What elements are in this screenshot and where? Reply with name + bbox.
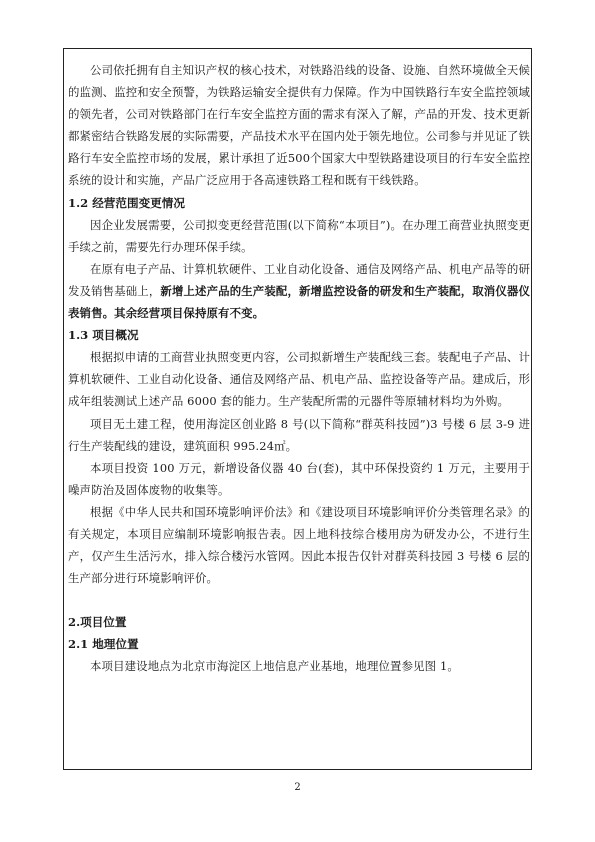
section-2-1-paragraph: 本项目建设地点为北京市海淀区上地信息产业基地，地理位置参见图 1。 xyxy=(90,659,459,674)
section-1-3-heading: 1.3 项目概况 xyxy=(68,328,139,343)
intro-paragraph: 公司依托拥有自主知识产权的核心技术，对铁路沿线的设备、设施、自然环境做全天候的监测、监控和安全预警，为铁路运输安全提供有力保障。作为中国铁路行车安全监控领域的领先者，公司对铁路部门在行车安全监控方面的需求有深入了解，产品的开发、技术更新都紧密结合铁路发展的实际需要，产品技术水平在国内处于领先地位。公司参与并见证了铁路行车安全监控市场的发展，累计承担了近500个国家大中型铁路建设项目的行车安全监控系统的设计和实施，产品广泛应用于各高速铁路工程和既有干线铁路。 xyxy=(68,63,530,188)
section-2-heading: 2.项目位置 xyxy=(68,615,127,630)
scope-change-bold-text: 新增上述产品的生产装配，新增监控设备的研发和生产装配，取消仪器仪表销售。其余经营项目保持原有不变。 xyxy=(68,283,530,321)
document-body xyxy=(68,59,530,678)
section-2-1-heading: 2.1 地理位置 xyxy=(68,637,139,652)
section-1-3-paragraph-3: 本项目投资 100 万元，新增设备仪器 40 台(套)，其中环保投资约 1 万元，主要用于噪声防治及固体废物的收集等。 xyxy=(68,460,530,497)
scope-text: 在原有电子产品、计算机软硬件、工业自动化设备、通信及网络产品、机电产品等的研发及销售基础上， xyxy=(68,261,530,298)
section-1-2-paragraph-2 xyxy=(68,258,530,324)
section-1-2-paragraph-1: 因企业发展需要，公司拟变更经营范围(以下简称“本项目”)。在办理工商营业执照变更手续之前，需要先行办理环保手续。 xyxy=(68,217,530,254)
page-number: 2 xyxy=(294,782,301,793)
section-1-3-paragraph-1: 根据拟申请的工商营业执照变更内容，公司拟新增生产装配线三套。装配电子产品、计算机软硬件、工业自动化设备、通信及网络产品、机电产品、监控设备等产品。建成后，形成年组装测试上述产品 6000 套的能力。生产装配所需的元器件等原辅材料均为外购。 xyxy=(68,350,530,409)
spacer xyxy=(68,589,530,611)
section-1-3-paragraph-2: 项目无土建工程，使用海淀区创业路 8 号(以下简称“群英科技园”)3 号楼 6 层 3-9 进行生产装配线的建设，建筑面积 995.24㎡。 xyxy=(68,416,530,453)
section-1-2-heading: 1.2 经营范围变更情况 xyxy=(68,195,185,210)
section-1-3-paragraph-4: 根据《中华人民共和国环境影响评价法》和《建设项目环境影响评价分类管理名录》的有关规定，本项目应编制环境影响报告表。因上地科技综合楼用房为研发办公，不进行生产，仅产生生活污水，排入综合楼污水管网。因此本报告仅针对群英科技园 3 号楼 6 层的生产部分进行环境影响评价。 xyxy=(68,504,530,586)
